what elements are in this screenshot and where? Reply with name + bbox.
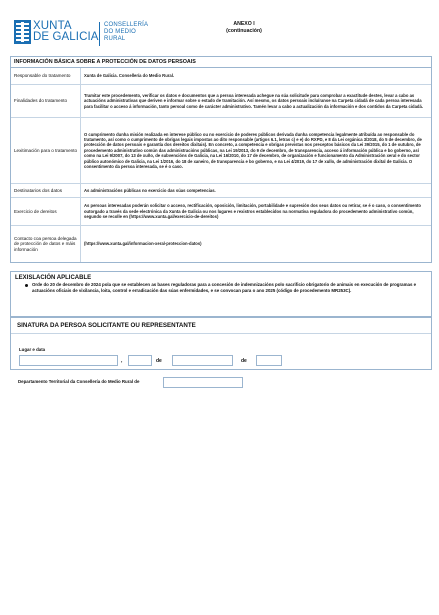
year-input[interactable] xyxy=(256,355,282,366)
bullet-icon xyxy=(25,284,28,287)
xunta-emblem-icon xyxy=(14,20,31,44)
conselleria-line-2: DO MEDIO xyxy=(104,29,136,36)
day-input[interactable] xyxy=(128,355,152,366)
row-label: Destinatarios dos datos xyxy=(11,184,81,197)
lexislacion-title: LEXISLACIÓN APLICABLE xyxy=(15,275,92,281)
header-divider xyxy=(99,22,100,46)
data-protection-table xyxy=(10,56,432,263)
de-separator-1: de xyxy=(156,358,162,364)
departamento-input[interactable] xyxy=(163,377,243,388)
logo-line-1: XUNTA xyxy=(33,20,72,32)
table-row xyxy=(11,68,431,85)
row-value: O cumprimento dunha misión realizada en interese público ou no exercicio de poderes públicos derivada dunha competencia legalmente atribuída ao responsable do tratamento, así como o cumprimento de obrigas legais impostas ao dito responsable (artigos 6.1, letras c) e e) do RXPD, e 8 da Lei orgánica 3/2018, do 5 de decembro, de protección de datos persoais e garantía dos dereitos dixitais). En concreto, a competencia e obrigas previstas nos preceptos básicos da Lei 39/2015, do 1 de outubro, de procedemento administrativo común das administracións públicas, na Lei 19/2013, do 9 de decembro, de transparencia, acceso á información pública e bo goberno, así como na Lei 9/2007, do 13 de xuño, de subvencións de Galicia, na Lei 16/2010, do 17 de decembro, de organización e funcionamento da Administración xeral e do sector público autonómico de Galicia, na Lei 1/2016, do 18 de xaneiro, de transparencia e bo goberno, e na Lei 4/2019, do 17 de xullo, de administración dixital de Galicia. O consentimento da persoa interesada, se é o caso. xyxy=(84,131,422,170)
row-value: As persoas interesadas poderán solicitar o acceso, rectificación, oposición, limitación, portabilidade e supresión dos seus datos ou retirar, se é o caso, o consentimento outorgado a través da sede electrónica da Xunta de Galicia ou nos lugares e rexistros establecidos na normativa reguladora do procedemento administrativo común, segundo se recolle en (https://www.xunta.gal/exercicio-de-dereitos) xyxy=(84,203,421,220)
xunta-wordmark xyxy=(33,21,99,43)
lexislacion-item: Orde do 20 de decembro de 2024 pola que se establecen as bases reguladoras para a concesión de indemnizacións polo sacrificio obrigatorio de animais en execución de programas e actuacións oficiais de vixilancia, loita, control e erradicación das súas enfermidades, e se convocan para o ano 2025 (código de procedemento MR253C). xyxy=(32,282,417,293)
lugar-input[interactable] xyxy=(19,355,118,366)
row-label: Contacto coa persoa delegada de protección de datos e máis información xyxy=(11,226,81,262)
row-label: Exercicio de dereitos xyxy=(11,198,81,225)
table-row xyxy=(11,184,431,198)
de-separator-2: de xyxy=(241,358,247,364)
table-row xyxy=(11,118,431,184)
row-value: As administracións públicas no exercicio das súas competencias. xyxy=(84,187,216,193)
row-label: Lexitimación para o tratamento xyxy=(11,118,81,183)
anexo-subtitle: (continuación) xyxy=(226,28,262,34)
conselleria-line-1: CONSELLERÍA xyxy=(104,22,149,28)
conselleria-line-3: RURAL xyxy=(104,36,126,43)
departamento-label: Departamento Territorial da Consellería do Medio Rural de xyxy=(18,379,140,384)
table-row xyxy=(11,226,431,262)
row-value: Xunta de Galicia. Consellería do Medio Rural. xyxy=(84,73,175,79)
row-value: Tramitar este procedemento, verificar os datos e documentos que a persoa interesada achegue na súa solicitude para comprobar a exactitude destes, levar a cabo as actuacións administrativas que deriven e informar sobre o estado de tramitación. Así mesmo, os datos persoais incluíranse na Carpeta cidadá de cada persoa interesada para facilitar o acceso á información, tanto persoal como de carácter administrativo. Tamén levar a cabo a actualización da información e dos contidos da Carpeta cidadá. xyxy=(84,92,423,109)
lugar-data-label: Lugar e data xyxy=(19,347,46,352)
conselleria-name xyxy=(104,22,148,44)
anexo-heading xyxy=(226,21,262,35)
data-protection-title: INFORMACIÓN BÁSICA SOBRE A PROTECCIÓN DE DATOS PERSOAIS xyxy=(11,57,431,68)
month-input[interactable] xyxy=(172,355,233,366)
comma-separator: , xyxy=(121,358,123,364)
sinatura-section xyxy=(10,317,432,370)
logo-line-2: DE GALICIA xyxy=(33,31,99,43)
table-row xyxy=(11,85,431,118)
sinatura-divider xyxy=(11,333,431,334)
lexislacion-section xyxy=(10,271,432,317)
row-label: Finalidades do tratamento xyxy=(11,85,81,117)
row-label: Responsable do tratamento xyxy=(11,68,81,84)
row-value: (https://www.xunta.gal/informacion-xeral-proteccion-datos) xyxy=(84,241,202,247)
table-row xyxy=(11,198,431,226)
sinatura-title: SINATURA DA PERSOA SOLICITANTE OU REPRESENTANTE xyxy=(17,322,196,329)
anexo-title: ANEXO I xyxy=(233,21,255,27)
